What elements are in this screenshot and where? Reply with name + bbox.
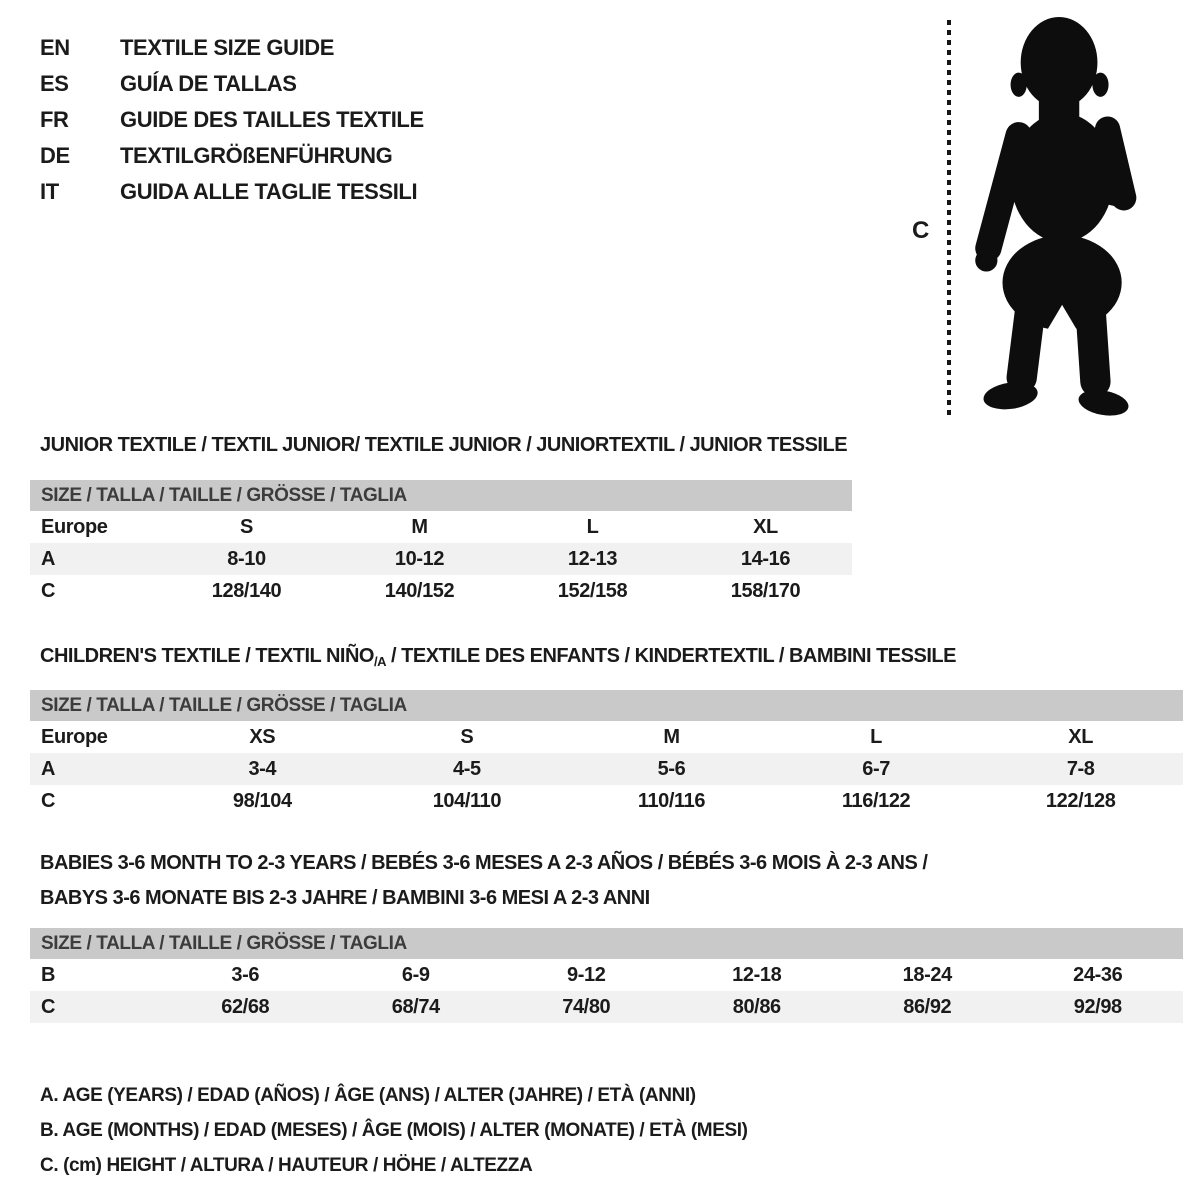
height-cell: 152/158 (557, 580, 628, 602)
junior-section-title: JUNIOR TEXTILE / TEXTIL JUNIOR/ TEXTILE JUNIOR / JUNIORTEXTIL / JUNIOR TESSILE (40, 434, 848, 456)
age-cell: 3-6 (231, 964, 260, 986)
table-row-months (30, 959, 1183, 991)
language-label: TEXTILE SIZE GUIDE (120, 35, 335, 60)
height-cell: 98/104 (232, 790, 292, 812)
height-dotted-line (947, 20, 951, 417)
age-cell: 18-24 (902, 964, 952, 986)
language-row (40, 66, 424, 102)
height-cell: 86/92 (903, 996, 952, 1018)
age-cell: 6-7 (862, 758, 890, 780)
table-row-height (30, 575, 852, 607)
height-cell: 140/152 (384, 580, 455, 602)
language-guide-block (40, 30, 424, 210)
age-cell: 14-16 (740, 548, 791, 570)
height-cell: 122/128 (1045, 790, 1116, 812)
age-cell: 7-8 (1066, 758, 1095, 780)
age-cell: 5-6 (657, 758, 686, 780)
legend-line-c: C. (cm) HEIGHT / ALTURA / HAUTEUR / HÖHE / ALTEZZA (40, 1155, 533, 1176)
height-measure-label: C (912, 217, 930, 244)
legend-line-a: A. AGE (YEARS) / EDAD (AÑOS) / ÂGE (ANS) / ALTER (JAHRE) / ETÀ (ANNI) (40, 1085, 696, 1106)
size-header-bar: SIZE / TALLA / TAILLE / GRÖSSE / TAGLIA (30, 928, 1183, 959)
babies-section-title-line1: BABIES 3-6 MONTH TO 2-3 YEARS / BEBÉS 3-6 MESES A 2-3 AÑOS / BÉBÉS 3-6 MOIS À 2-3 ANS / (40, 852, 928, 874)
size-cell: L (586, 516, 599, 538)
language-row (40, 30, 424, 66)
children-size-table (30, 690, 1183, 817)
age-cell: 3-4 (248, 758, 277, 780)
size-cell: XL (1068, 726, 1094, 748)
row-label: C (41, 790, 56, 812)
row-label: Europe (41, 516, 108, 538)
height-cell: 104/110 (432, 790, 502, 812)
legend-block (40, 1078, 748, 1183)
legend-line-b: B. AGE (MONTHS) / EDAD (MESES) / ÂGE (MOIS) / ALTER (MONATE) / ETÀ (MESI) (40, 1120, 748, 1141)
junior-size-table (30, 480, 852, 607)
language-code: FR (40, 107, 69, 132)
size-header-bar: SIZE / TALLA / TAILLE / GRÖSSE / TAGLIA (30, 690, 1183, 721)
children-section-title (40, 645, 956, 669)
table-row-height (30, 785, 1183, 817)
size-cell: S (240, 516, 253, 538)
size-cell: XS (249, 726, 276, 748)
language-row (40, 102, 424, 138)
children-title-post: / TEXTILE DES ENFANTS / KINDERTEXTIL / BAMBINI TESSILE (385, 645, 956, 667)
size-cell: XL (753, 516, 778, 538)
height-cell: 128/140 (211, 580, 282, 602)
children-title-pre: CHILDREN'S TEXTILE / TEXTIL NIÑO (40, 645, 374, 667)
table-row-age (30, 753, 1183, 785)
language-row (40, 174, 424, 210)
language-code: ES (40, 71, 69, 96)
height-cell: 116/122 (841, 790, 911, 812)
language-label: GUÍA DE TALLAS (120, 71, 297, 96)
row-label: A (41, 758, 56, 780)
row-label: Europe (41, 726, 108, 748)
height-cell: 92/98 (1073, 996, 1122, 1018)
size-cell: M (411, 516, 428, 538)
babies-section-title-line2: BABYS 3-6 MONATE BIS 2-3 JAHRE / BAMBINI 3-6 MESI A 2-3 ANNI (40, 887, 650, 909)
height-cell: 62/68 (221, 996, 270, 1018)
size-cell: S (460, 726, 474, 748)
language-row (40, 138, 424, 174)
row-label: C (41, 996, 56, 1018)
children-title-sub: /A (373, 654, 386, 669)
age-cell: 9-12 (567, 964, 606, 986)
size-cell: M (663, 726, 680, 748)
age-cell: 10-12 (394, 548, 445, 570)
age-cell: 12-18 (732, 964, 782, 986)
height-cell: 74/80 (562, 996, 611, 1018)
babies-size-table (30, 928, 1183, 1023)
language-label: GUIDA ALLE TAGLIE TESSILI (120, 179, 418, 204)
age-cell: 12-13 (567, 548, 618, 570)
size-header-bar: SIZE / TALLA / TAILLE / GRÖSSE / TAGLIA (30, 480, 852, 511)
language-code: DE (40, 143, 70, 168)
toddler-silhouette (966, 14, 1138, 418)
height-cell: 80/86 (732, 996, 781, 1018)
table-row-europe (30, 511, 852, 543)
row-label: A (41, 548, 56, 570)
language-code: EN (40, 35, 70, 60)
age-cell: 24-36 (1073, 964, 1123, 986)
table-row-europe (30, 721, 1183, 753)
height-cell: 158/170 (730, 580, 801, 602)
row-label: C (41, 580, 56, 602)
age-cell: 6-9 (401, 964, 430, 986)
height-cell: 110/116 (637, 790, 706, 812)
height-cell: 68/74 (391, 996, 440, 1018)
age-cell: 4-5 (453, 758, 481, 780)
age-cell: 8-10 (227, 548, 266, 570)
row-label: B (41, 964, 56, 986)
table-row-height (30, 991, 1183, 1023)
table-row-age (30, 543, 852, 575)
language-code: IT (40, 179, 59, 204)
size-cell: L (870, 726, 882, 748)
language-label: TEXTILGRÖßENFÜHRUNG (120, 143, 393, 168)
language-label: GUIDE DES TAILLES TEXTILE (120, 107, 424, 132)
